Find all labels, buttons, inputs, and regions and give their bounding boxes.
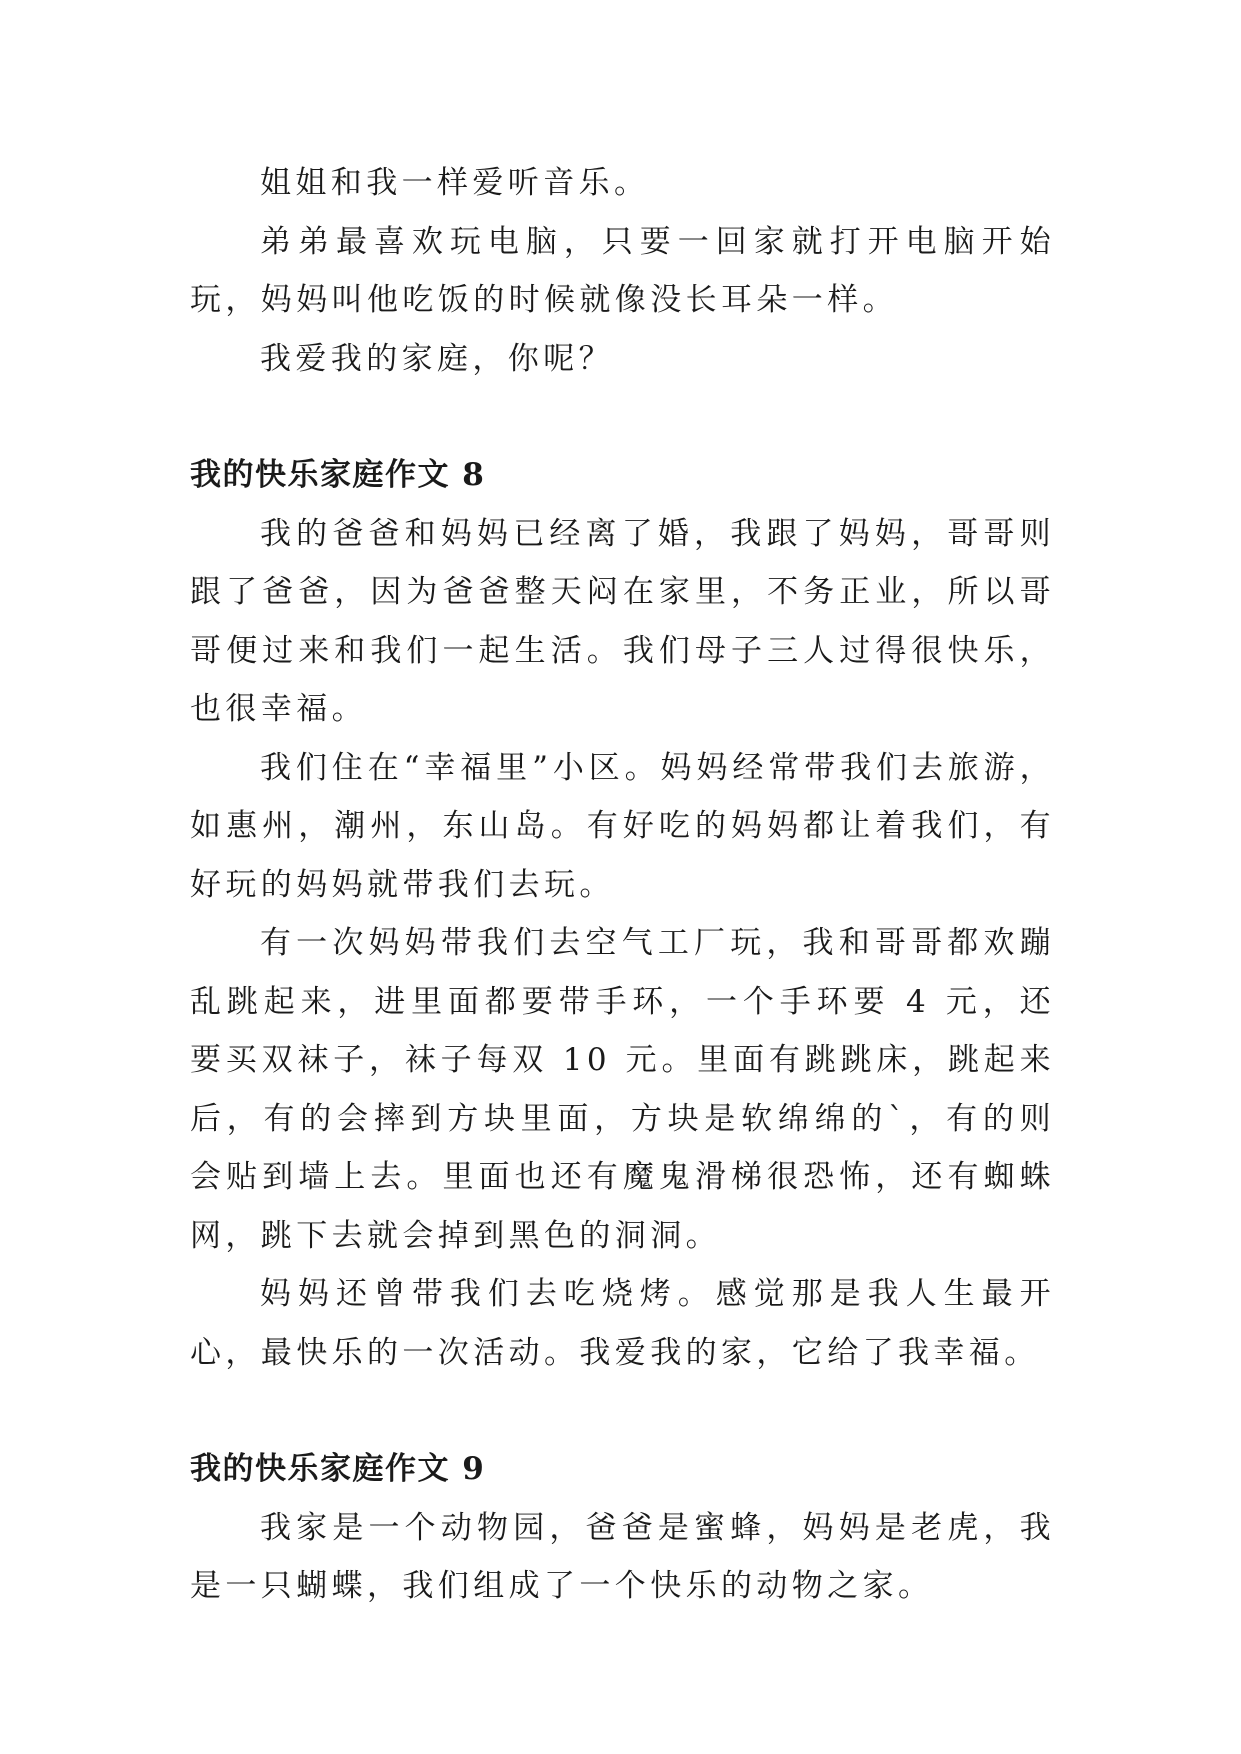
paragraph: 妈妈还曾带我们去吃烧烤。感觉那是我人生最开心，最快乐的一次活动。我爱我的家，它给了我幸福。 (190, 1276, 1055, 1371)
paragraph: 我们住在“幸福里”小区。妈妈经常带我们去旅游，如惠州，潮州，东山岛。有好吃的妈妈都让着我们，有好玩的妈妈就带我们去玩。 (190, 749, 1055, 903)
section-heading: 我的快乐家庭作文 8 (190, 457, 486, 493)
paragraph: 有一次妈妈带我们去空气工厂玩，我和哥哥都欢蹦乱跳起来，进里面都要带手环，一个手环要 4 元，还要买双袜子，袜子每双 10 元。里面有跳跳床，跳起来后，有的会摔到方块里面，方块是软绵绵的`，有的则会贴到墙上去。里面也还有魔鬼滑梯很恐怖，还有蜘蛛网，跳下去就会掉到黑色的洞洞。 (190, 925, 1055, 1254)
paragraph: 弟弟最喜欢玩电脑，只要一回家就打开电脑开始玩，妈妈叫他吃饭的时候就像没长耳朵一样。 (190, 223, 1055, 318)
paragraph: 我的爸爸和妈妈已经离了婚，我跟了妈妈，哥哥则跟了爸爸，因为爸爸整天闷在家里，不务正业，所以哥哥便过来和我们一起生活。我们母子三人过得很快乐，也很幸福。 (190, 515, 1055, 727)
document-page (190, 154, 1055, 1616)
paragraph: 我家是一个动物园，爸爸是蜜蜂，妈妈是老虎，我是一只蝴蝶，我们组成了一个快乐的动物之家。 (190, 1509, 1055, 1604)
paragraph: 我爱我的家庭，你呢？ (260, 340, 614, 377)
paragraph: 姐姐和我一样爱听音乐。 (260, 165, 650, 201)
section-heading: 我的快乐家庭作文 9 (190, 1451, 486, 1487)
